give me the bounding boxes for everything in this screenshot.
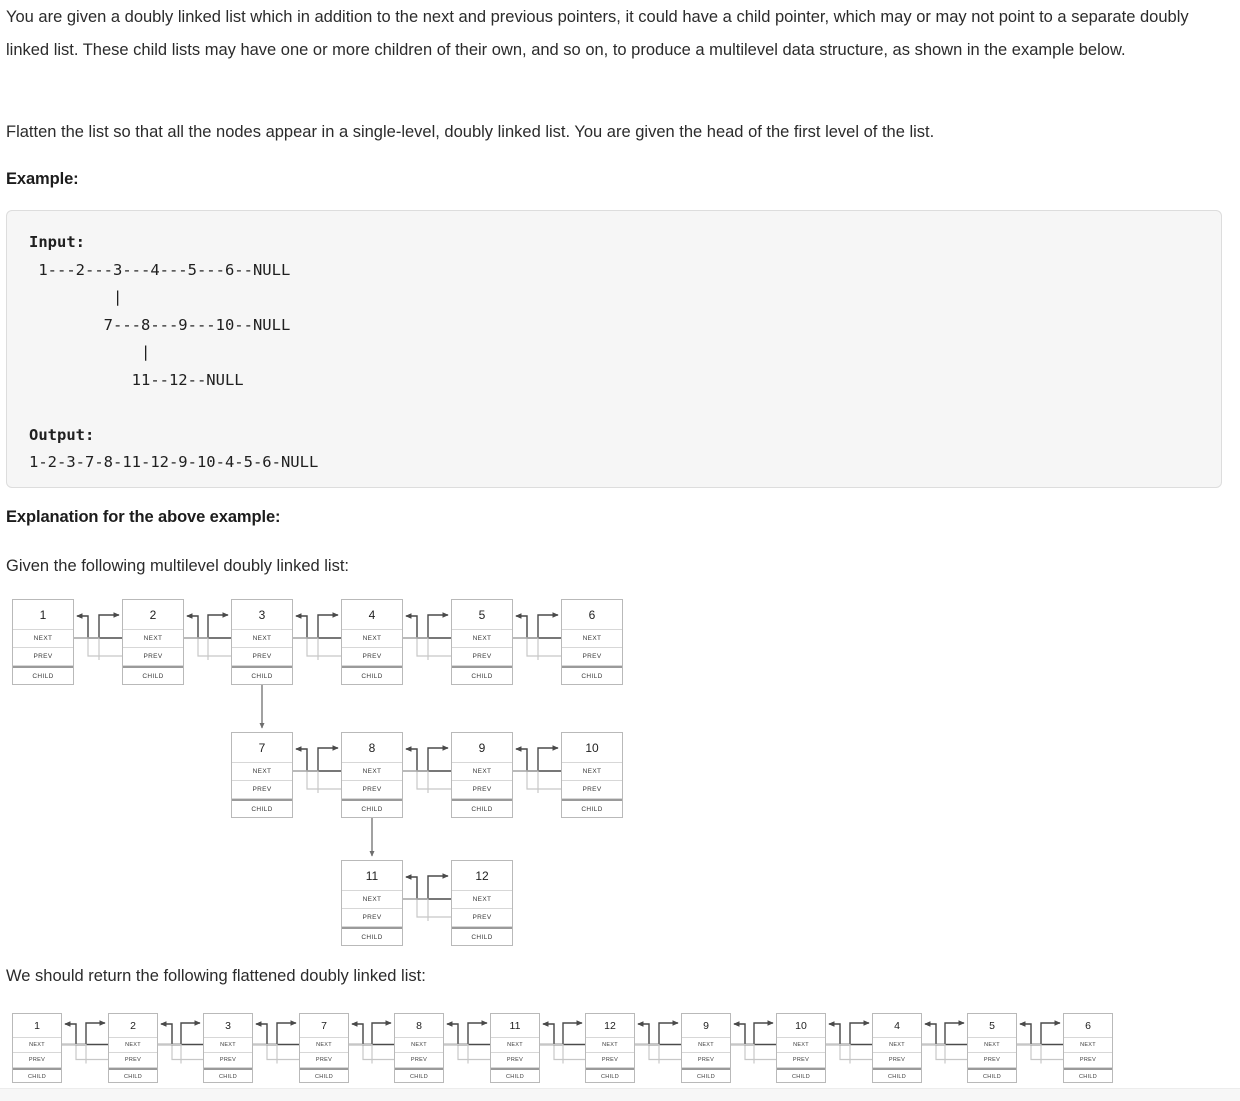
node-child-field: CHILD bbox=[232, 666, 292, 685]
node-next-field: NEXT bbox=[968, 1038, 1016, 1053]
input-line-0: 1---2---3---4---5---6--NULL bbox=[29, 260, 291, 279]
prev-pointer-arrow-dark bbox=[187, 616, 231, 638]
node-prev-field: PREV bbox=[342, 909, 402, 927]
list-node-4 bbox=[872, 1013, 922, 1083]
prev-pointer-arrow-dark bbox=[65, 1024, 108, 1045]
next-pointer-tail bbox=[253, 1045, 277, 1064]
bottom-band bbox=[0, 1088, 1240, 1101]
node-next-field: NEXT bbox=[873, 1038, 921, 1053]
node-child-field: CHILD bbox=[13, 666, 73, 685]
prev-pointer-arrow bbox=[296, 616, 341, 656]
next-pointer-arrow bbox=[253, 1023, 296, 1045]
node-value: 7 bbox=[232, 733, 292, 763]
list-node-3 bbox=[203, 1013, 253, 1083]
node-child-field: CHILD bbox=[452, 927, 512, 946]
input-label: Input: bbox=[29, 233, 85, 251]
node-next-field: NEXT bbox=[562, 763, 622, 781]
node-value: 4 bbox=[342, 600, 402, 630]
node-prev-field: PREV bbox=[682, 1053, 730, 1068]
node-next-field: NEXT bbox=[491, 1038, 539, 1053]
node-value: 7 bbox=[300, 1014, 348, 1038]
prev-pointer-arrow-dark bbox=[516, 749, 561, 771]
node-child-field: CHILD bbox=[13, 1068, 61, 1083]
node-value: 2 bbox=[109, 1014, 157, 1038]
intro-paragraph: You are given a doubly linked list which in addition to the next and previous pointers, it could have a child pointer, which may or may not point to a separate doubly linked list. These child lists may have one or more children of their own, and so on, to produce a multilevel data structure, as shown in the example below. bbox=[6, 8, 1189, 59]
next-pointer-arrow bbox=[349, 1023, 391, 1045]
node-prev-field: PREV bbox=[395, 1053, 443, 1068]
output-line: 1-2-3-7-8-11-12-9-10-4-5-6-NULL bbox=[29, 453, 319, 471]
node-next-field: NEXT bbox=[232, 630, 292, 648]
prev-pointer-arrow-dark bbox=[406, 749, 451, 771]
node-value: 12 bbox=[452, 861, 512, 891]
list-node-3 bbox=[231, 599, 293, 685]
prev-pointer-arrow bbox=[161, 1024, 203, 1060]
prev-pointer-arrow-dark bbox=[543, 1024, 585, 1045]
node-next-field: NEXT bbox=[109, 1038, 157, 1053]
example-code-block bbox=[6, 210, 1222, 488]
node-next-field: NEXT bbox=[13, 1038, 61, 1053]
next-pointer-tail bbox=[731, 1045, 754, 1064]
list-node-9 bbox=[451, 732, 513, 818]
next-pointer-tail bbox=[349, 1045, 372, 1064]
next-pointer-arrow bbox=[293, 615, 338, 638]
next-pointer-arrow bbox=[403, 615, 448, 638]
prev-pointer-arrow bbox=[925, 1024, 967, 1060]
prev-pointer-arrow-dark bbox=[925, 1024, 967, 1045]
prev-pointer-arrow bbox=[296, 749, 341, 789]
list-node-5 bbox=[967, 1013, 1017, 1083]
prev-pointer-arrow bbox=[447, 1024, 490, 1060]
node-prev-field: PREV bbox=[562, 781, 622, 799]
node-child-field: CHILD bbox=[1064, 1068, 1112, 1083]
node-child-field: CHILD bbox=[562, 666, 622, 685]
next-pointer-tail bbox=[293, 771, 318, 793]
next-pointer-tail bbox=[293, 638, 318, 660]
node-prev-field: PREV bbox=[452, 648, 512, 666]
list-node-8 bbox=[394, 1013, 444, 1083]
next-pointer-arrow bbox=[922, 1023, 964, 1045]
prev-pointer-arrow bbox=[638, 1024, 681, 1060]
next-pointer-tail bbox=[513, 771, 538, 793]
prev-pointer-arrow-dark bbox=[447, 1024, 490, 1045]
node-prev-field: PREV bbox=[562, 648, 622, 666]
multilevel-list-diagram bbox=[0, 590, 1240, 950]
node-child-field: CHILD bbox=[777, 1068, 825, 1083]
next-pointer-arrow bbox=[62, 1023, 105, 1045]
node-next-field: NEXT bbox=[452, 891, 512, 909]
node-value: 10 bbox=[562, 733, 622, 763]
node-prev-field: PREV bbox=[204, 1053, 252, 1068]
prev-pointer-arrow bbox=[406, 616, 451, 656]
node-child-field: CHILD bbox=[109, 1068, 157, 1083]
list-node-2 bbox=[108, 1013, 158, 1083]
node-next-field: NEXT bbox=[395, 1038, 443, 1053]
node-value: 8 bbox=[342, 733, 402, 763]
list-node-6 bbox=[561, 599, 623, 685]
node-prev-field: PREV bbox=[109, 1053, 157, 1068]
node-next-field: NEXT bbox=[777, 1038, 825, 1053]
node-prev-field: PREV bbox=[452, 781, 512, 799]
prev-pointer-arrow-dark bbox=[734, 1024, 776, 1045]
prev-pointer-arrow bbox=[543, 1024, 585, 1060]
node-child-field: CHILD bbox=[204, 1068, 252, 1083]
next-pointer-tail bbox=[540, 1045, 563, 1064]
node-prev-field: PREV bbox=[123, 648, 183, 666]
prev-pointer-arrow-dark bbox=[829, 1024, 872, 1045]
list-node-7 bbox=[231, 732, 293, 818]
node-value: 5 bbox=[452, 600, 512, 630]
list-node-4 bbox=[341, 599, 403, 685]
list-node-1 bbox=[12, 1013, 62, 1083]
next-pointer-arrow bbox=[74, 615, 119, 638]
node-next-field: NEXT bbox=[342, 630, 402, 648]
list-node-5 bbox=[451, 599, 513, 685]
next-pointer-arrow bbox=[540, 1023, 582, 1045]
node-child-field: CHILD bbox=[452, 799, 512, 818]
next-pointer-arrow bbox=[826, 1023, 869, 1045]
node-prev-field: PREV bbox=[232, 781, 292, 799]
node-child-field: CHILD bbox=[300, 1068, 348, 1083]
flattened-list-caption: We should return the following flattened doubly linked list: bbox=[6, 967, 426, 985]
node-child-field: CHILD bbox=[968, 1068, 1016, 1083]
prev-pointer-arrow bbox=[1020, 1024, 1063, 1060]
input-line-4: 11--12--NULL bbox=[29, 370, 244, 389]
node-value: 11 bbox=[342, 861, 402, 891]
list-node-7 bbox=[299, 1013, 349, 1083]
next-pointer-arrow bbox=[731, 1023, 773, 1045]
node-next-field: NEXT bbox=[452, 763, 512, 781]
next-pointer-arrow bbox=[293, 748, 338, 771]
next-pointer-tail bbox=[158, 1045, 181, 1064]
next-pointer-arrow bbox=[184, 615, 228, 638]
next-pointer-tail bbox=[403, 638, 428, 660]
next-pointer-tail bbox=[403, 899, 428, 921]
next-pointer-arrow bbox=[158, 1023, 200, 1045]
node-value: 9 bbox=[452, 733, 512, 763]
node-child-field: CHILD bbox=[342, 666, 402, 685]
prev-pointer-arrow-dark bbox=[1020, 1024, 1063, 1045]
node-value: 12 bbox=[586, 1014, 634, 1038]
node-prev-field: PREV bbox=[586, 1053, 634, 1068]
node-prev-field: PREV bbox=[13, 1053, 61, 1068]
flatten-paragraph: Flatten the list so that all the nodes appear in a single-level, doubly linked list. You are given the head of the first level of the list. bbox=[6, 123, 935, 141]
prev-pointer-arrow-dark bbox=[516, 616, 561, 638]
node-next-field: NEXT bbox=[562, 630, 622, 648]
node-child-field: CHILD bbox=[873, 1068, 921, 1083]
prev-pointer-arrow bbox=[406, 749, 451, 789]
node-value: 1 bbox=[13, 600, 73, 630]
node-child-field: CHILD bbox=[491, 1068, 539, 1083]
node-prev-field: PREV bbox=[968, 1053, 1016, 1068]
prev-pointer-arrow bbox=[516, 616, 561, 656]
prev-pointer-arrow bbox=[829, 1024, 872, 1060]
prev-pointer-arrow bbox=[65, 1024, 108, 1060]
prev-pointer-arrow-dark bbox=[406, 877, 451, 899]
prev-pointer-arrow bbox=[516, 749, 561, 789]
prev-pointer-arrow-dark bbox=[296, 749, 341, 771]
node-prev-field: PREV bbox=[13, 648, 73, 666]
next-pointer-tail bbox=[922, 1045, 945, 1064]
list-node-2 bbox=[122, 599, 184, 685]
node-child-field: CHILD bbox=[342, 799, 402, 818]
node-value: 6 bbox=[562, 600, 622, 630]
list-node-12 bbox=[451, 860, 513, 946]
prev-pointer-arrow-dark bbox=[161, 1024, 203, 1045]
example-heading: Example: bbox=[6, 170, 79, 188]
node-next-field: NEXT bbox=[586, 1038, 634, 1053]
prev-pointer-arrow-dark bbox=[638, 1024, 681, 1045]
prev-pointer-arrow bbox=[187, 616, 231, 656]
node-next-field: NEXT bbox=[342, 891, 402, 909]
node-prev-field: PREV bbox=[300, 1053, 348, 1068]
node-prev-field: PREV bbox=[342, 781, 402, 799]
node-child-field: CHILD bbox=[123, 666, 183, 685]
list-node-12 bbox=[585, 1013, 635, 1083]
next-pointer-tail bbox=[513, 638, 538, 660]
next-pointer-tail bbox=[62, 1045, 86, 1064]
next-pointer-arrow bbox=[444, 1023, 487, 1045]
node-next-field: NEXT bbox=[682, 1038, 730, 1053]
node-value: 10 bbox=[777, 1014, 825, 1038]
node-value: 6 bbox=[1064, 1014, 1112, 1038]
node-child-field: CHILD bbox=[682, 1068, 730, 1083]
node-child-field: CHILD bbox=[562, 799, 622, 818]
input-line-3: | bbox=[29, 343, 151, 361]
node-value: 4 bbox=[873, 1014, 921, 1038]
node-value: 3 bbox=[204, 1014, 252, 1038]
node-prev-field: PREV bbox=[232, 648, 292, 666]
input-line-2: 7---8---9---10--NULL bbox=[29, 315, 291, 334]
node-prev-field: PREV bbox=[491, 1053, 539, 1068]
next-pointer-arrow bbox=[513, 748, 558, 771]
list-node-11 bbox=[490, 1013, 540, 1083]
prev-pointer-arrow bbox=[256, 1024, 299, 1060]
prev-pointer-arrow-dark bbox=[77, 616, 122, 638]
node-value: 9 bbox=[682, 1014, 730, 1038]
node-value: 8 bbox=[395, 1014, 443, 1038]
node-child-field: CHILD bbox=[342, 927, 402, 946]
prev-pointer-arrow bbox=[406, 877, 451, 917]
node-value: 5 bbox=[968, 1014, 1016, 1038]
node-next-field: NEXT bbox=[232, 763, 292, 781]
next-pointer-arrow bbox=[403, 876, 448, 899]
next-pointer-tail bbox=[444, 1045, 468, 1064]
explanation-heading: Explanation for the above example: bbox=[6, 508, 281, 526]
node-next-field: NEXT bbox=[13, 630, 73, 648]
flattened-list-diagram bbox=[0, 1005, 1240, 1095]
input-line-1: | bbox=[29, 288, 123, 306]
node-next-field: NEXT bbox=[452, 630, 512, 648]
node-prev-field: PREV bbox=[342, 648, 402, 666]
node-value: 1 bbox=[13, 1014, 61, 1038]
prev-pointer-arrow bbox=[352, 1024, 394, 1060]
node-child-field: CHILD bbox=[395, 1068, 443, 1083]
node-value: 3 bbox=[232, 600, 292, 630]
list-node-6 bbox=[1063, 1013, 1113, 1083]
node-next-field: NEXT bbox=[300, 1038, 348, 1053]
prev-pointer-arrow-dark bbox=[406, 616, 451, 638]
node-value: 11 bbox=[491, 1014, 539, 1038]
list-node-9 bbox=[681, 1013, 731, 1083]
node-child-field: CHILD bbox=[452, 666, 512, 685]
prev-pointer-arrow-dark bbox=[352, 1024, 394, 1045]
node-child-field: CHILD bbox=[232, 799, 292, 818]
node-next-field: NEXT bbox=[204, 1038, 252, 1053]
code-pre bbox=[7, 211, 1221, 477]
node-prev-field: PREV bbox=[777, 1053, 825, 1068]
list-node-10 bbox=[561, 732, 623, 818]
node-prev-field: PREV bbox=[452, 909, 512, 927]
output-label: Output: bbox=[29, 425, 95, 444]
next-pointer-arrow bbox=[1017, 1023, 1060, 1045]
next-pointer-arrow bbox=[635, 1023, 678, 1045]
list-node-1 bbox=[12, 599, 74, 685]
next-pointer-tail bbox=[826, 1045, 850, 1064]
next-pointer-arrow bbox=[403, 748, 448, 771]
list-node-8 bbox=[341, 732, 403, 818]
node-prev-field: PREV bbox=[1064, 1053, 1112, 1068]
node-value: 2 bbox=[123, 600, 183, 630]
node-next-field: NEXT bbox=[342, 763, 402, 781]
prev-pointer-arrow bbox=[77, 616, 122, 656]
node-child-field: CHILD bbox=[586, 1068, 634, 1083]
list-node-10 bbox=[776, 1013, 826, 1083]
prev-pointer-arrow-dark bbox=[296, 616, 341, 638]
list-node-11 bbox=[341, 860, 403, 946]
node-next-field: NEXT bbox=[123, 630, 183, 648]
prev-pointer-arrow bbox=[734, 1024, 776, 1060]
prev-pointer-arrow-dark bbox=[256, 1024, 299, 1045]
next-pointer-tail bbox=[1017, 1045, 1041, 1064]
next-pointer-tail bbox=[635, 1045, 659, 1064]
next-pointer-tail bbox=[184, 638, 208, 660]
next-pointer-tail bbox=[403, 771, 428, 793]
next-pointer-tail bbox=[74, 638, 99, 660]
node-next-field: NEXT bbox=[1064, 1038, 1112, 1053]
given-list-caption: Given the following multilevel doubly linked list: bbox=[6, 557, 350, 575]
node-prev-field: PREV bbox=[873, 1053, 921, 1068]
next-pointer-arrow bbox=[513, 615, 558, 638]
